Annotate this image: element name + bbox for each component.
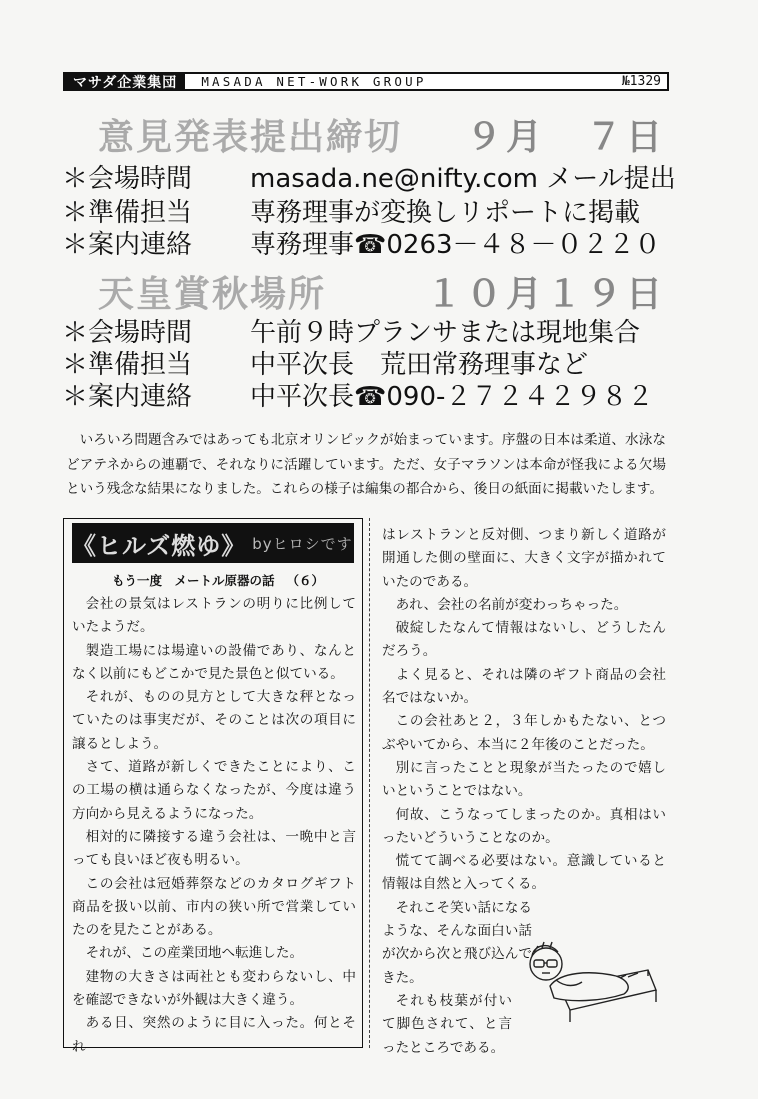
paragraph: それが、ものの見方として大きな秤となっていたのは事実だが、そのことは次の項目に譲るとしよう。 [72, 689, 356, 752]
event2-date: １０月１９日 [426, 274, 667, 315]
issue-number: №1329 [621, 74, 661, 89]
intro-notice [66, 428, 666, 502]
paragraph: 慌てて調べる必要はない。意識していると情報は自然と入ってくる。 [382, 853, 666, 893]
row-label: ＊会場時間 [62, 318, 193, 348]
paragraph: 何故、こうなってしまったのか。真相はいったいどういうことなのか。 [382, 806, 666, 846]
intro-text: いろいろ問題含みではあっても北京オリンピックが始まっています。序盤の日本は柔道、水泳などアテネからの連覇で、それなりに活躍しています。ただ、女子マラソンは本命が怪我による欠場という残念な結果になりました。これらの様子は編集の都合から、後日の紙面に掲載いたします。 [66, 432, 666, 498]
row-value: 午前９時プランサまたは現地集合 [250, 318, 641, 348]
sleeping-man-illustration [520, 930, 660, 1026]
paragraph: よく見ると、それは隣のギフト商品の会社名ではないか。 [382, 666, 666, 707]
column-subtitle-text: もう一度 メートル原器の話 [112, 573, 275, 588]
event2-row-prep [62, 348, 662, 382]
paragraph: それこそ笑い話になるような、そんな面白い話が次から次と飛び込んできた。 [382, 899, 532, 986]
row-label: ＊案内連絡 [62, 230, 193, 260]
row-value: 中平次長☎090-２７２４２９８２ [250, 382, 654, 412]
column-subtitle [112, 571, 324, 589]
column-banner-title: 《ヒルズ燃ゆ》 [72, 531, 247, 560]
row-value: 中平次長 荒田常務理事など [250, 350, 589, 380]
row-label: ＊準備担当 [62, 198, 193, 228]
event1-row-contact [62, 228, 662, 262]
paragraph: さて、道路が新しくできたことにより、この工場の横は通らなくなったが、今度は違う方向から見えるようになった。 [72, 759, 356, 822]
row-label: ＊会場時間 [62, 164, 193, 194]
event1-date: ９月 ７日 [466, 117, 667, 158]
paragraph: ある日、突然のように目に入った。何とそれ [72, 1015, 356, 1055]
paragraph: あれ、会社の名前が変わっちゃった。 [395, 596, 628, 613]
masthead [63, 72, 669, 91]
event1-row-prep [62, 196, 662, 230]
column-banner [72, 523, 354, 563]
column-banner-byline: byヒロシです [252, 534, 353, 553]
event2-row-venue [62, 316, 662, 350]
row-label: ＊準備担当 [62, 350, 193, 380]
paragraph: 別に言ったことと現象が当たったので嬉しいということではない。 [382, 759, 666, 800]
row-label: ＊案内連絡 [62, 382, 193, 412]
paragraph: 製造工場には場違いの設備であり、なんとなく以前にもどこかで見た景色と似ている。 [72, 642, 356, 682]
paragraph: 会社の景気はレストランの明りに比例していたようだ。 [72, 596, 356, 636]
paragraph: 建物の大きさは両社とも変わらないし、中を確認できないが外観は大きく違う。 [72, 968, 356, 1009]
masthead-org-jp: マサダ企業集団 [65, 74, 185, 89]
row-value: 専務理事☎0263－４８－０２２０ [250, 230, 661, 260]
paragraph: この会社あと２，３年しかもたない、とつぶやいてから、本当に２年後のことだった。 [382, 713, 666, 753]
row-value: masada.ne@nifty.com メール提出 [250, 164, 676, 194]
column-subtitle-number: （６） [286, 573, 325, 588]
event2-title: 天皇賞秋場所 [98, 274, 327, 315]
column-left-text [72, 593, 356, 1059]
column-divider [369, 518, 370, 1048]
paragraph: それが、この産業団地へ転進した。 [85, 945, 304, 962]
paragraph: はレストランと反対側、つまり新しく道路が開通した側の壁面に、大きく文字が描かれていたのである。 [382, 527, 666, 590]
paragraph: 破綻したなんて情報はないし、どうしたんだろう。 [382, 620, 666, 660]
masthead-org-en: MASADA NET-WORK GROUP [201, 74, 427, 89]
event2-row-contact [62, 380, 662, 414]
paragraph: この会社は冠婚葬祭などのカタログギフト商品を扱い以前、市内の狭い所で営業していたのを見たことがある。 [72, 875, 356, 939]
event1-row-venue [62, 162, 676, 196]
row-value: 専務理事が変換しリポートに掲載 [250, 198, 641, 228]
paragraph: それも枝葉が付いて脚色されて、と言ったところである。 [382, 992, 512, 1056]
event1-title: 意見発表提出締切 [98, 117, 403, 158]
paragraph: 相対的に隣接する違う会社は、一晩中と言っても良いほど夜も明るい。 [72, 828, 356, 869]
